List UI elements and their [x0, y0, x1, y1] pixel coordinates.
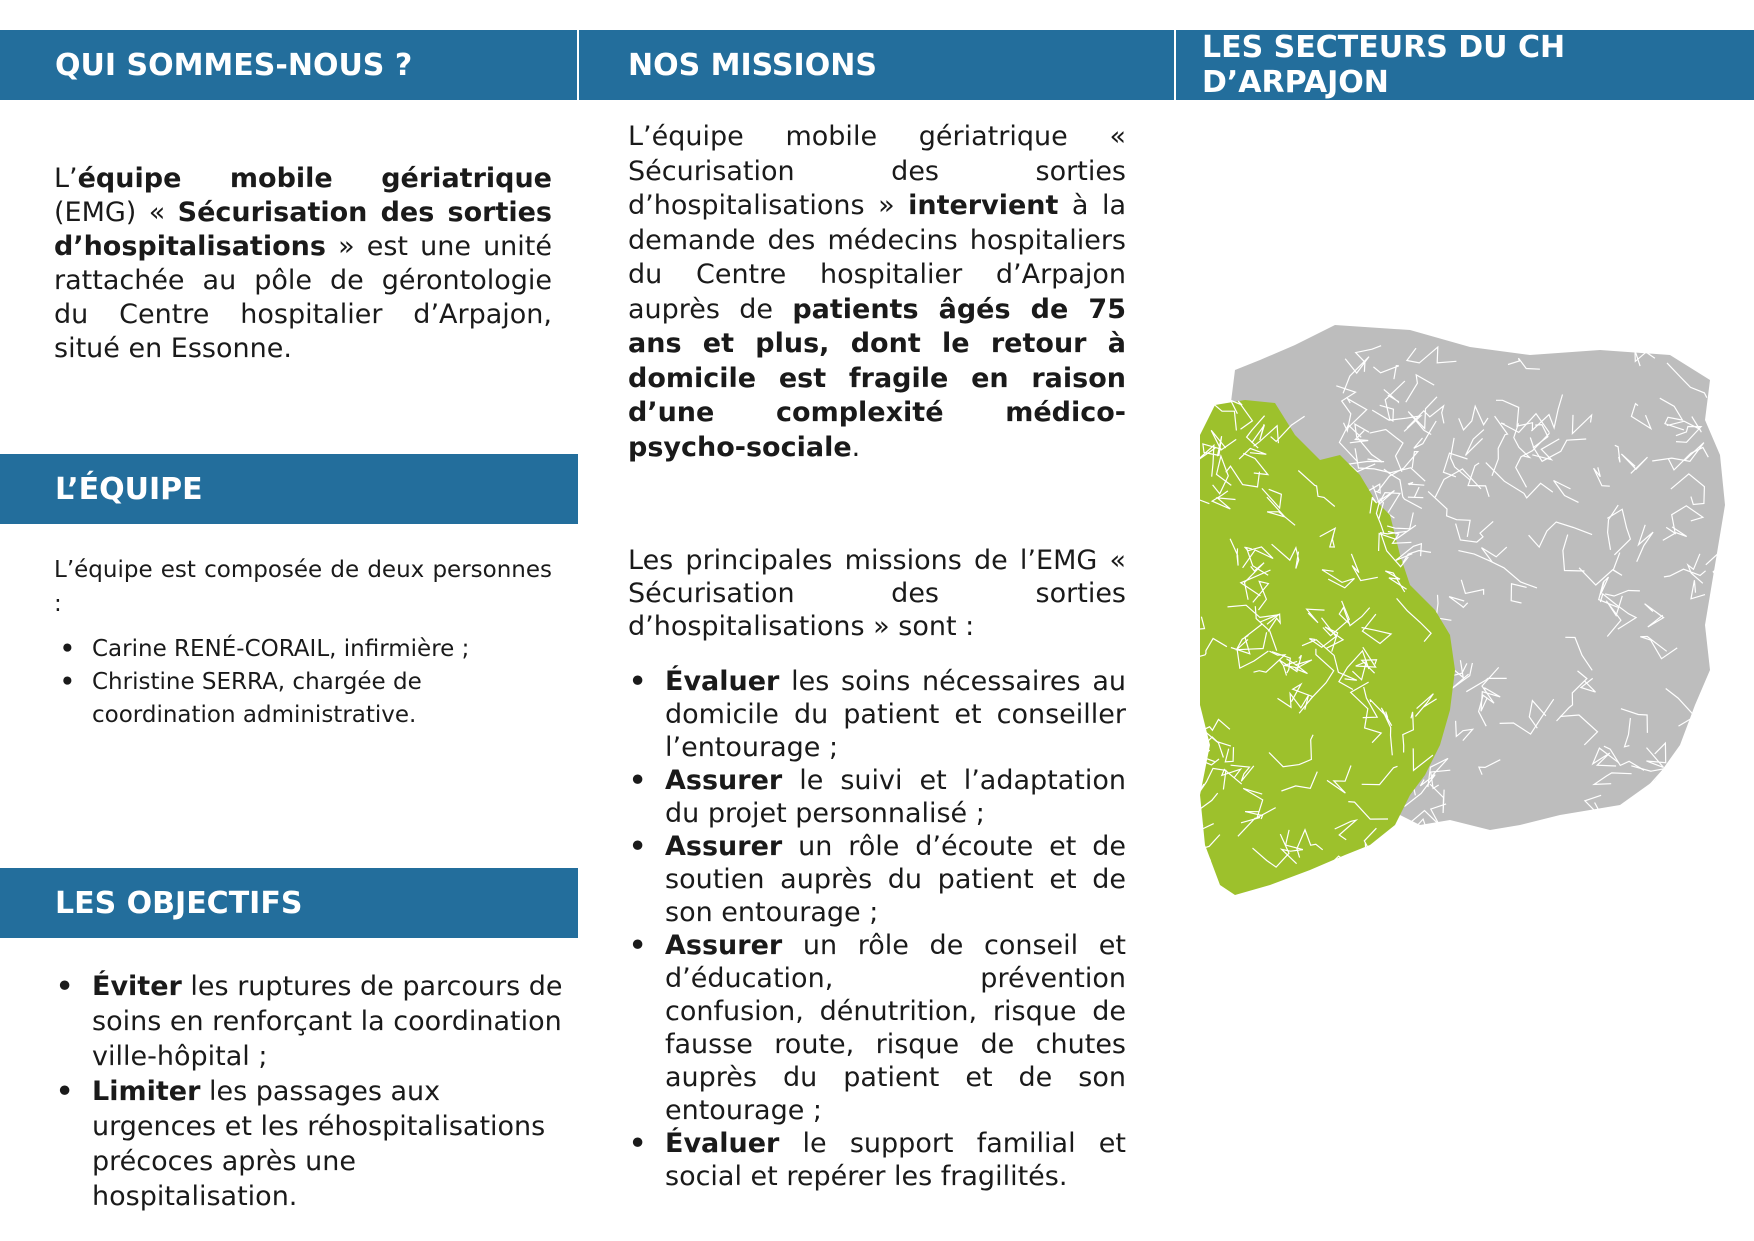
missions-section: [628, 120, 1126, 465]
list-item: • Carine RENÉ-CORAIL, infirmière ;: [60, 636, 470, 662]
qui-paragraph: L’équipe mobile gériatrique (EMG) « Sécurisation des sorties d’hospitalisations » est une unité rattachée au pôle de gérontologie du Centre hospitalier d’Arpajon, situé en Essonne.: [54, 163, 552, 364]
sectors-map-svg: [1200, 325, 1730, 900]
sectors-map: [1200, 325, 1730, 900]
equipe-section: [54, 553, 552, 732]
list-item: • Christine SERRA, chargée de coordination administrative.: [60, 669, 422, 728]
objectifs-section: [54, 969, 564, 1214]
commune-boundary: [1661, 777, 1675, 791]
commune-boundary: [1692, 748, 1711, 777]
header-qui-label: QUI SOMMES-NOUS ?: [55, 47, 413, 83]
list-item: • Assurer le suivi et l’adaptation du projet personnalisé ;: [629, 765, 1126, 829]
missions-list: [628, 665, 1126, 1193]
header-equipe-label: L’ÉQUIPE: [55, 471, 203, 507]
list-item: • Assurer un rôle d’écoute et de soutien auprès du patient et de son entourage ;: [629, 831, 1126, 928]
commune-boundary: [1322, 874, 1341, 896]
header-secteurs-label: LES SECTEURS DU CH D’ARPAJON: [1202, 30, 1566, 100]
missions-list-section: [628, 544, 1126, 1193]
header-qui-sommes-nous: [0, 30, 577, 100]
list-item: • Évaluer le support familial et social et repérer les fragilités.: [629, 1128, 1126, 1192]
header-missions-label: NOS MISSIONS: [628, 47, 877, 83]
objectifs-list: [54, 969, 564, 1214]
missions-paragraph: L’équipe mobile gériatrique « Sécurisation des sorties d’hospitalisations » intervient à la demande des médecins hospitaliers du Centre hospitalier d’Arpajon auprès de patients âgés de 75 ans et plus, dont le retour à domicile est fragile en raison d’une complexité médico-psycho-sociale.: [628, 121, 1126, 463]
header-nos-missions: [579, 30, 1174, 100]
header-objectifs-label: LES OBJECTIFS: [55, 885, 303, 921]
equipe-intro: L’équipe est composée de deux personnes :: [54, 557, 552, 617]
qui-sommes-nous-section: [54, 162, 552, 366]
commune-boundary: [1395, 858, 1424, 885]
header-secteurs: [1176, 30, 1754, 100]
header-objectifs: [0, 868, 578, 938]
list-item: • Limiter les passages aux urgences et les réhospitalisations précoces après une hospitalisation.: [56, 1076, 546, 1212]
commune-boundary: [1673, 791, 1688, 813]
header-equipe: [0, 454, 578, 524]
list-item: • Évaluer les soins nécessaires au domicile du patient et conseiller l’entourage ;: [629, 666, 1126, 763]
list-item: • Assurer un rôle de conseil et d’éducation, prévention confusion, dénutrition, risque de fausse route, risque de chutes auprès du patient et de son entourage ;: [629, 930, 1126, 1126]
list-item: • Éviter les ruptures de parcours de soins en renforçant la coordination ville-hôpital ;: [56, 971, 563, 1072]
equipe-list: [54, 633, 552, 732]
missions-intro: Les principales missions de l’EMG « Sécurisation des sorties d’hospitalisations » sont :: [628, 545, 1126, 642]
